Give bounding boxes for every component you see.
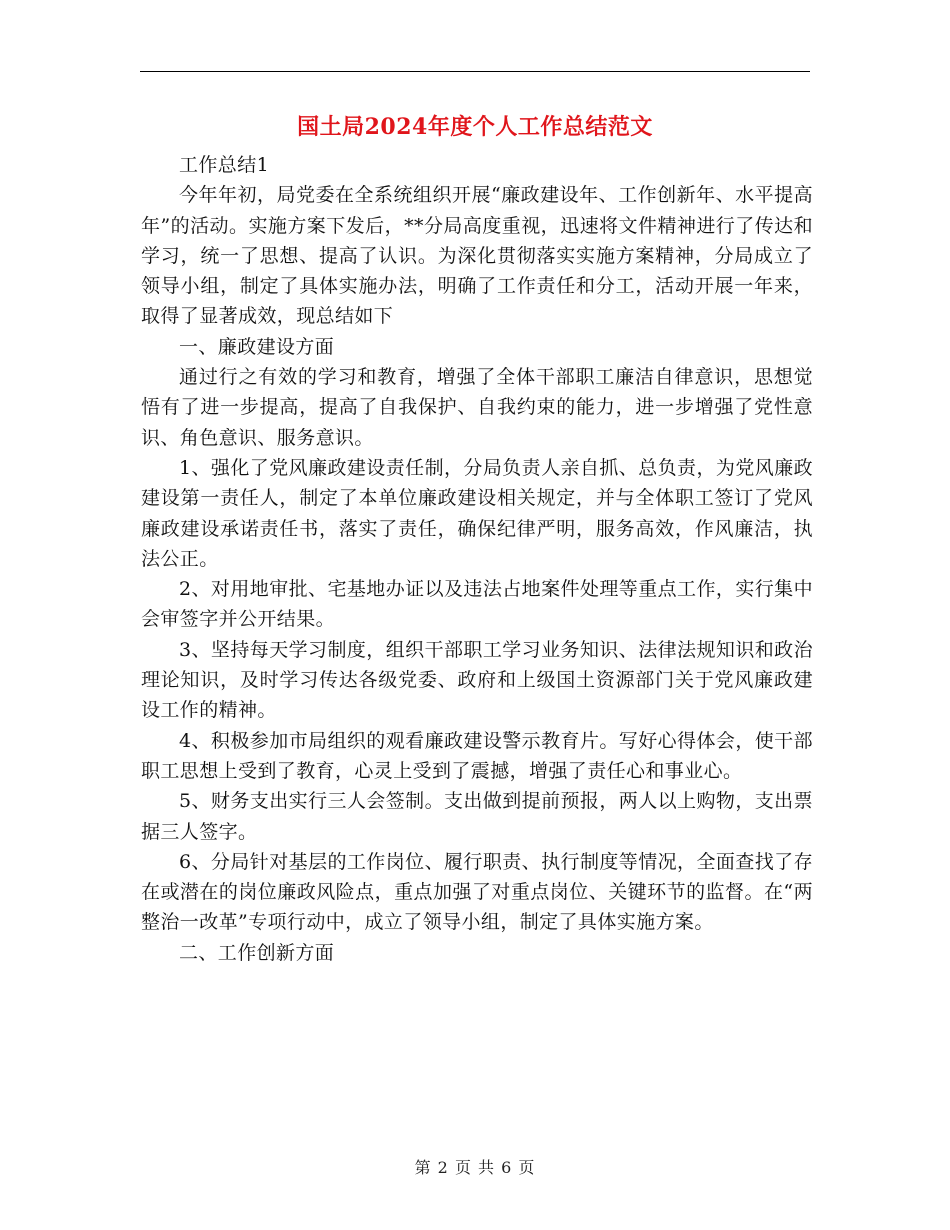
paragraph-item-4: 4、积极参加市局组织的观看廉政建设警示教育片。写好心得体会，使干部职工思想上受到了教育，心灵上受到了震撼，增强了责任心和事业心。: [141, 729, 813, 782]
paragraph-item-3: 3、坚持每天学习制度，组织干部职工学习业务知识、法律法规知识和政治理论知识，及时学习传达各级党委、政府和上级国土资源部门关于党风廉政建设工作的精神。: [141, 638, 813, 722]
paragraph-heading-integrity: 一、廉政建设方面: [179, 335, 335, 358]
paragraph-item-1: 1、强化了党风廉政建设责任制，分局负责人亲自抓、总负责，为党风廉政建设第一责任人，制定了本单位廉政建设相关规定，并与全体职工签订了党风廉政建设承诺责任书，落实了责任，确保纪律严明，服务高效，作风廉洁，执法公正。: [141, 456, 813, 570]
paragraph-item-5: 5、财务支出实行三人会签制。支出做到提前预报，两人以上购物，支出票据三人签字。: [141, 790, 813, 843]
paragraph-item-6: 6、分局针对基层的工作岗位、履行职责、执行制度等情况，全面查找了存在或潜在的岗位廉政风险点，重点加强了对重点岗位、关键环节的监督。在“两整治一改革”专项行动中，成立了领导小组，制定了具体实施方案。: [141, 850, 813, 934]
document-title: 国土局2024年度个人工作总结范文: [297, 114, 653, 140]
paragraph-section-heading: 工作总结1: [179, 154, 270, 176]
header-rule: [140, 71, 810, 72]
paragraph-item-2: 2、对用地审批、宅基地办证以及违法占地案件处理等重点工作，实行集中会审签字并公开结果。: [141, 578, 813, 631]
paragraph-heading-innovation: 二、工作创新方面: [179, 941, 335, 964]
paragraph-integrity-summary: 通过行之有效的学习和教育，增强了全体干部职工廉洁自律意识，思想觉悟有了进一步提高，提高了自我保护、自我约束的能力，进一步增强了党性意识、角色意识、服务意识。: [141, 366, 813, 449]
document-body: [141, 150, 813, 968]
paragraph-intro: 今年年初，局党委在全系统组织开展“廉政建设年、工作创新年、水平提高年”的活动。实施方案下发后，**分局高度重视，迅速将文件精神进行了传达和学习，统一了思想、提高了认识。为深化贯彻落实实施方案精神，分局成立了领导小组，制定了具体实施办法，明确了工作责任和分工，活动开展一年来，取得了显著成效，现总结如下: [141, 184, 813, 328]
page-number: 第 2 页 共 6 页: [414, 1158, 536, 1177]
